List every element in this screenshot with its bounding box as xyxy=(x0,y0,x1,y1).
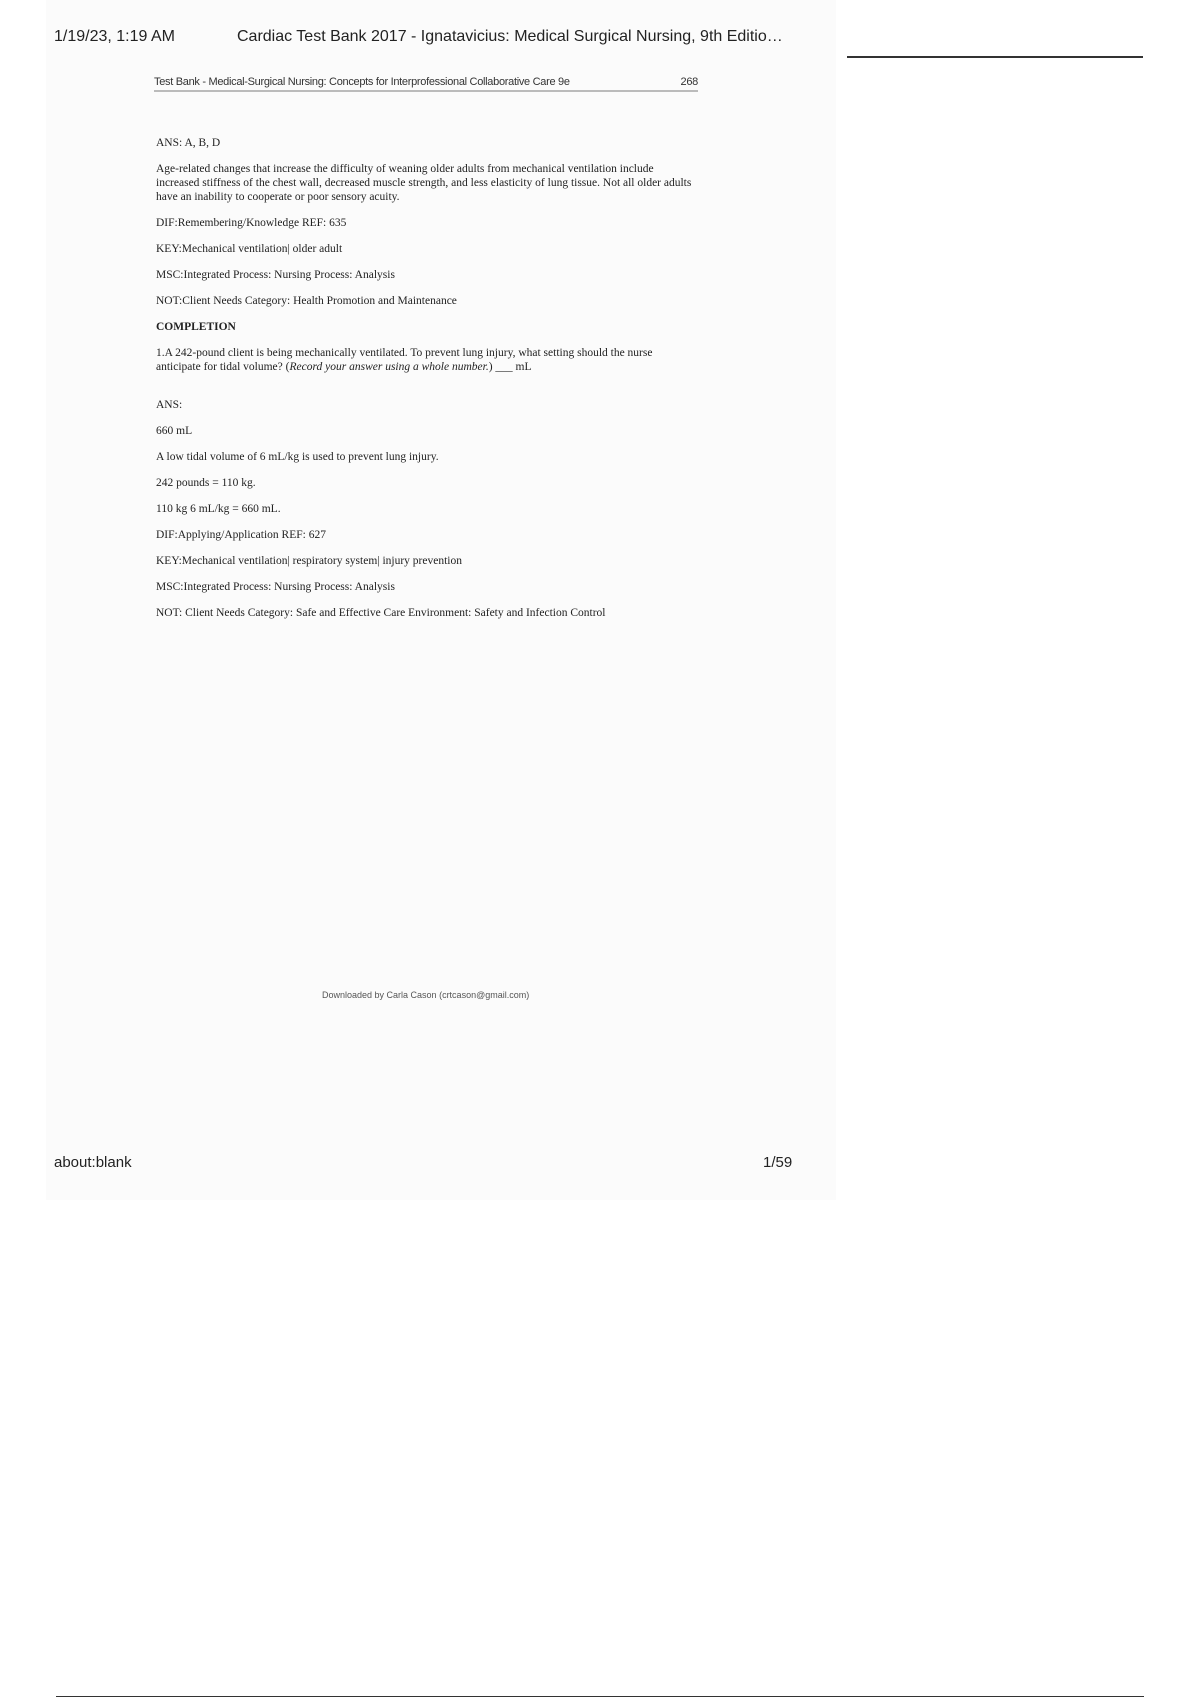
question-blank: ) ___ mL xyxy=(488,361,532,373)
explanation-line: 110 kg 6 mL/kg = 660 mL. xyxy=(156,503,281,515)
difficulty-line: DIF:Applying/Application REF: 627 xyxy=(156,529,326,541)
footer-rule xyxy=(56,1696,1144,1697)
explanation-line: 242 pounds = 110 kg. xyxy=(156,477,256,489)
print-timestamp: 1/19/23, 1:19 AM xyxy=(54,28,175,45)
document-header-title: Test Bank - Medical-Surgical Nursing: Concepts for Interprofessional Collaborative Care 9e xyxy=(154,76,570,88)
difficulty-line: DIF:Remembering/Knowledge REF: 635 xyxy=(156,217,347,229)
answer-line: ANS: A, B, D xyxy=(156,137,221,149)
client-needs-line: NOT:Client Needs Category: Health Promotion and Maintenance xyxy=(156,295,457,307)
answer-label: ANS: xyxy=(156,399,183,411)
section-heading: COMPLETION xyxy=(156,321,236,333)
document-header-page: 268 xyxy=(680,76,698,88)
rationale-paragraph: Age-related changes that increase the difficulty of weaning older adults from mechanical ventilation include increased stiffness of the chest wall, decreased muscle strength, and less elasticity of lung tissue. Not all older adults have an inability to cooperate or poor sensory acuity. xyxy=(156,163,692,203)
document-body xyxy=(156,136,696,632)
keyword-line: KEY:Mechanical ventilation| older adult xyxy=(156,243,343,255)
print-page-counter: 1/59 xyxy=(763,1154,793,1171)
explanation-line: A low tidal volume of 6 mL/kg is used to prevent lung injury. xyxy=(156,451,439,463)
document-running-header xyxy=(154,76,698,92)
print-url: about:blank xyxy=(54,1154,132,1171)
msc-line: MSC:Integrated Process: Nursing Process: Analysis xyxy=(156,269,395,281)
keyword-line: KEY:Mechanical ventilation| respiratory system| injury prevention xyxy=(156,555,462,567)
print-page-title: Cardiac Test Bank 2017 - Ignatavicius: Medical Surgical Nursing, 9th Editio… xyxy=(237,28,783,45)
download-watermark: Downloaded by Carla Cason (crtcason@gmail.com) xyxy=(322,990,530,1000)
answer-value: 660 mL xyxy=(156,425,193,437)
question-instruction: Record your answer using a whole number. xyxy=(289,361,489,373)
header-rule xyxy=(847,56,1143,58)
msc-line: MSC:Integrated Process: Nursing Process: Analysis xyxy=(156,581,395,593)
question-stem: 1.A 242-pound client is being mechanically ventilated. To prevent lung injury, what setting should the nurse anticipate for tidal volume? ( xyxy=(156,347,653,373)
client-needs-line: NOT: Client Needs Category: Safe and Effective Care Environment: Safety and Infection Control xyxy=(156,607,606,619)
question-text xyxy=(156,346,696,374)
